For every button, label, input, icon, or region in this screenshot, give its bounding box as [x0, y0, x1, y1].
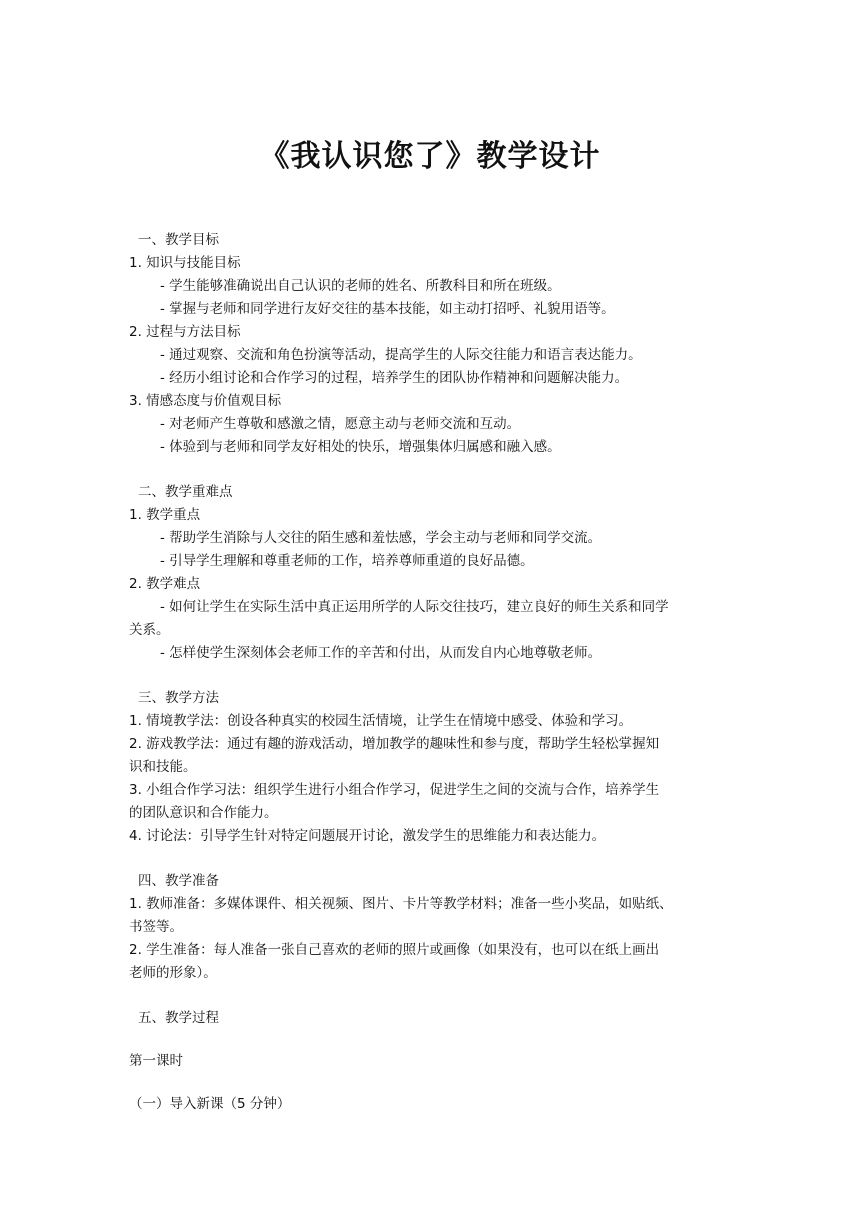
section-spacer — [129, 1073, 733, 1093]
list-item-continuation: 书签等。 — [129, 919, 183, 935]
list-item-continuation: 老师的形象）。 — [129, 965, 217, 981]
lesson-label: 第一课时 — [129, 1053, 183, 1069]
bullet-item-continuation: 关系。 — [129, 622, 170, 638]
bullet-item: - 经历小组讨论和合作学习的过程，培养学生的团队协作精神和问题解决能力。 — [160, 370, 629, 386]
list-item: 2. 游戏教学法：通过有趣的游戏活动，增加教学的趣味性和参与度，帮助学生轻松掌握知 — [129, 736, 660, 752]
subsection-label: 3. 情感态度与价值观目标 — [129, 393, 282, 409]
section-spacer — [129, 848, 733, 870]
list-item: 3. 小组合作学习法：组织学生进行小组合作学习，促进学生之间的交流与合作，培养学生 — [129, 782, 660, 798]
section-heading-key-points: 二、教学重难点 — [138, 484, 233, 500]
list-item: 4. 讨论法：引导学生针对特定问题展开讨论，激发学生的思维能力和表达能力。 — [129, 828, 606, 844]
bullet-item: - 通过观察、交流和角色扮演等活动，提高学生的人际交往能力和语言表达能力。 — [160, 347, 642, 363]
list-item: 2. 学生准备：每人准备一张自己喜欢的老师的照片或画像（如果没有，也可以在纸上画出 — [129, 942, 660, 958]
subsection-label: 2. 过程与方法目标 — [129, 324, 241, 340]
list-item: 1. 教师准备：多媒体课件、相关视频、图片、卡片等教学材料；准备一些小奖品，如贴纸、 — [129, 896, 673, 912]
document-body — [129, 229, 733, 1116]
section-heading-preparation: 四、教学准备 — [138, 873, 219, 889]
section-heading-objectives: 一、教学目标 — [138, 232, 219, 248]
bullet-item: - 对老师产生尊敬和感激之情，愿意主动与老师交流和互动。 — [160, 416, 521, 432]
step-heading: （一）导入新课（5 分钟） — [129, 1096, 291, 1112]
document-title: 《我认识您了》教学设计 — [259, 139, 601, 174]
list-item: 1. 情境教学法：创设各种真实的校园生活情境，让学生在情境中感受、体验和学习。 — [129, 713, 633, 729]
bullet-item: - 掌握与老师和同学进行友好交往的基本技能，如主动打招呼、礼貌用语等。 — [160, 301, 615, 317]
bullet-item: - 引导学生理解和尊重老师的工作，培养尊师重道的良好品德。 — [160, 553, 534, 569]
section-spacer — [129, 1030, 733, 1050]
bullet-item: - 帮助学生消除与人交往的陌生感和羞怯感，学会主动与老师和同学交流。 — [160, 530, 602, 546]
section-spacer — [129, 665, 733, 687]
list-item-continuation: 的团队意识和合作能力。 — [129, 805, 278, 821]
subsection-label: 2. 教学难点 — [129, 576, 201, 592]
bullet-item: - 怎样使学生深刻体会老师工作的辛苦和付出，从而发自内心地尊敬老师。 — [160, 645, 602, 661]
subsection-label: 1. 教学重点 — [129, 507, 201, 523]
section-heading-process: 五、教学过程 — [138, 1010, 219, 1026]
list-item-continuation: 识和技能。 — [129, 759, 197, 775]
subsection-label: 1. 知识与技能目标 — [129, 255, 241, 271]
bullet-item: - 体验到与老师和同学友好相处的快乐，增强集体归属感和融入感。 — [160, 439, 561, 455]
bullet-item: - 学生能够准确说出自己认识的老师的姓名、所教科目和所在班级。 — [160, 278, 561, 294]
section-spacer — [129, 459, 733, 481]
section-heading-methods: 三、教学方法 — [138, 690, 219, 706]
bullet-item: - 如何让学生在实际生活中真正运用所学的人际交往技巧，建立良好的师生关系和同学 — [160, 599, 669, 615]
section-spacer — [129, 985, 733, 1007]
